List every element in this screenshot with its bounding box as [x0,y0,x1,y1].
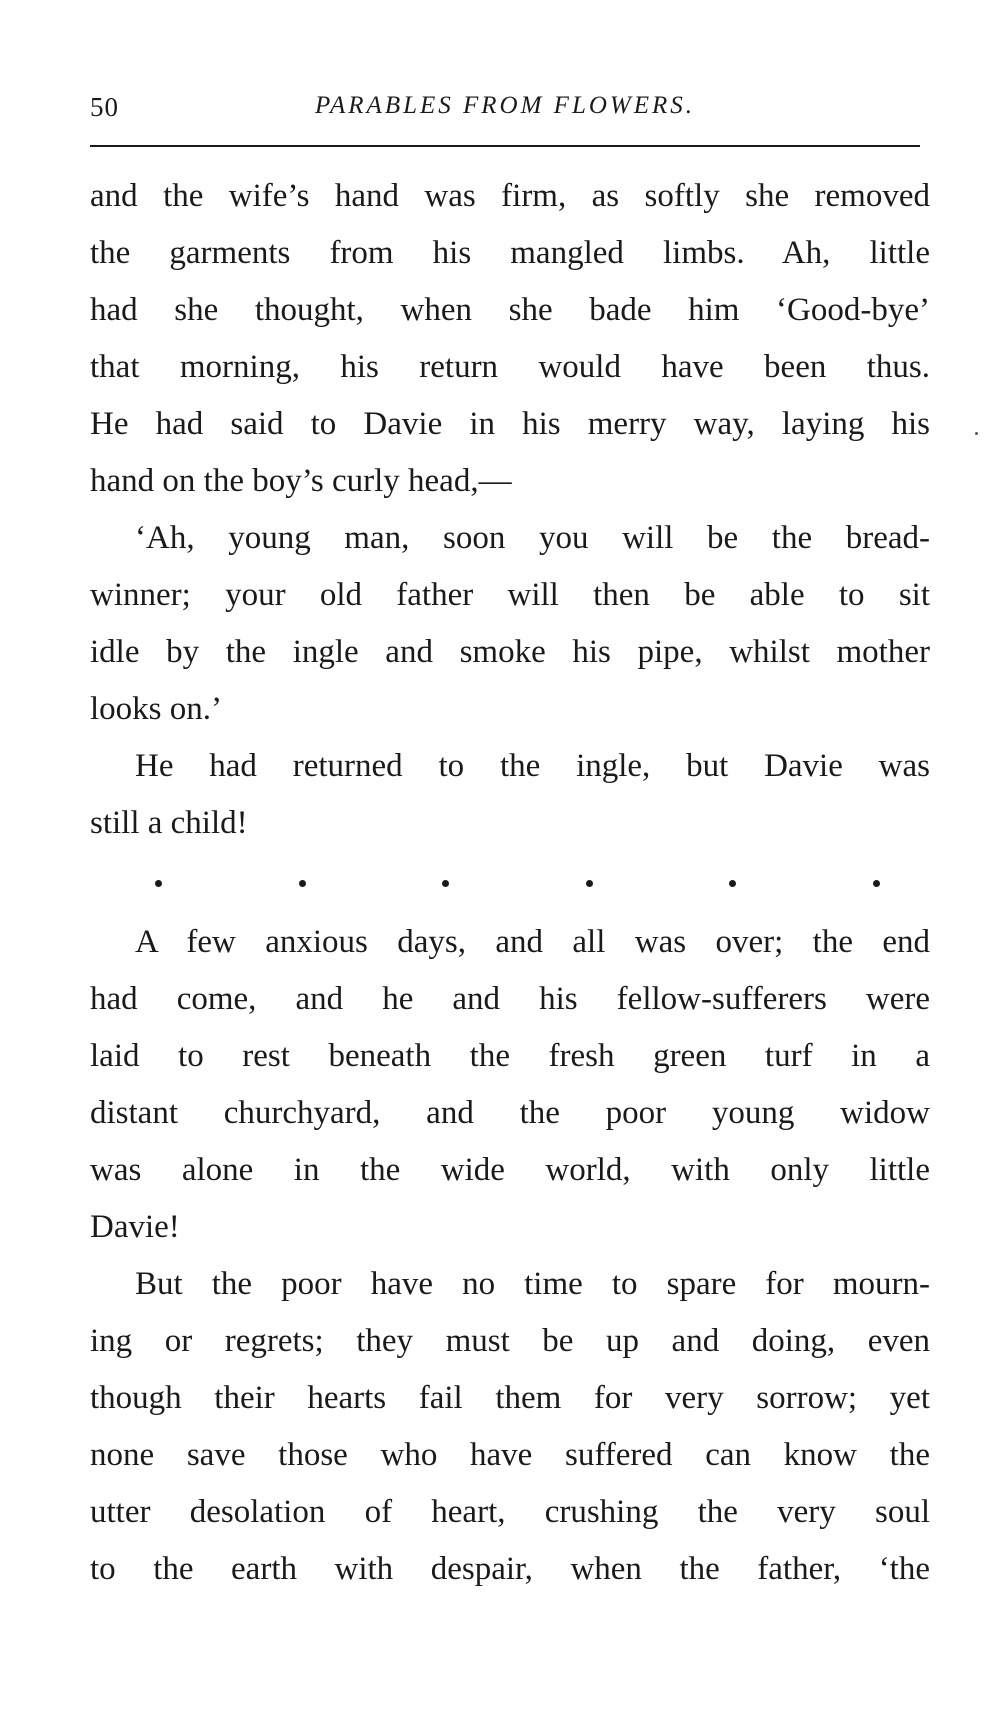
text-line: looks on.’ [90,691,222,727]
text-line: Davie! [90,1209,180,1245]
text-line: ‘Ah, young man, soon you will be the bread- [135,520,930,556]
text-line: winner; your old father will then be able to sit [90,577,930,613]
running-head-title: PARABLES FROM FLOWERS. [314,92,696,119]
text-line: He had said to Davie in his merry way, laying his [90,406,930,442]
text-line: He had returned to the ingle, but Davie was [135,748,930,784]
ellipsis-dot [299,880,306,887]
text-line: still a child! [90,805,248,841]
body-text [90,168,930,1598]
text-line: A few anxious days, and all was over; the end [135,924,930,960]
text-line: had come, and he and his fellow-sufferers were [90,981,930,1017]
ellipsis-dot [729,880,736,887]
ellipsis-dot [873,880,880,887]
paragraph [90,1256,930,1598]
paragraph [90,738,930,852]
text-line: none save those who have suffered can know the [90,1437,930,1473]
text-line: had she thought, when she bade him ‘Good-bye’ [90,292,930,328]
text-line: to the earth with despair, when the father, ‘the [90,1551,930,1587]
text-line: laid to rest beneath the fresh green turf in a [90,1038,930,1074]
text-line: was alone in the wide world, with only little [90,1152,930,1188]
text-line: utter desolation of heart, crushing the very soul [90,1494,930,1530]
print-speck [975,432,978,435]
paragraph [90,168,930,510]
ellipsis-dot [155,880,162,887]
ellipsis-dot [586,880,593,887]
text-line: distant churchyard, and the poor young widow [90,1095,930,1131]
section-break-dots [90,852,930,914]
text-line: and the wife’s hand was firm, as softly she removed [90,178,930,214]
paragraph [90,510,930,738]
text-line: ing or regrets; they must be up and doing, even [90,1323,930,1359]
running-head [90,92,920,132]
text-line: idle by the ingle and smoke his pipe, whilst mother [90,634,930,670]
text-line: that morning, his return would have been thus. [90,349,930,385]
text-line: hand on the boy’s curly head,— [90,463,512,499]
text-line: But the poor have no time to spare for mourn- [135,1266,930,1302]
text-line: though their hearts fail them for very sorrow; yet [90,1380,930,1416]
paragraph [90,914,930,1256]
ellipsis-dot [442,880,449,887]
text-line: the garments from his mangled limbs. Ah, little [90,235,930,271]
page-number: 50 [90,92,119,122]
header-rule [90,145,920,147]
